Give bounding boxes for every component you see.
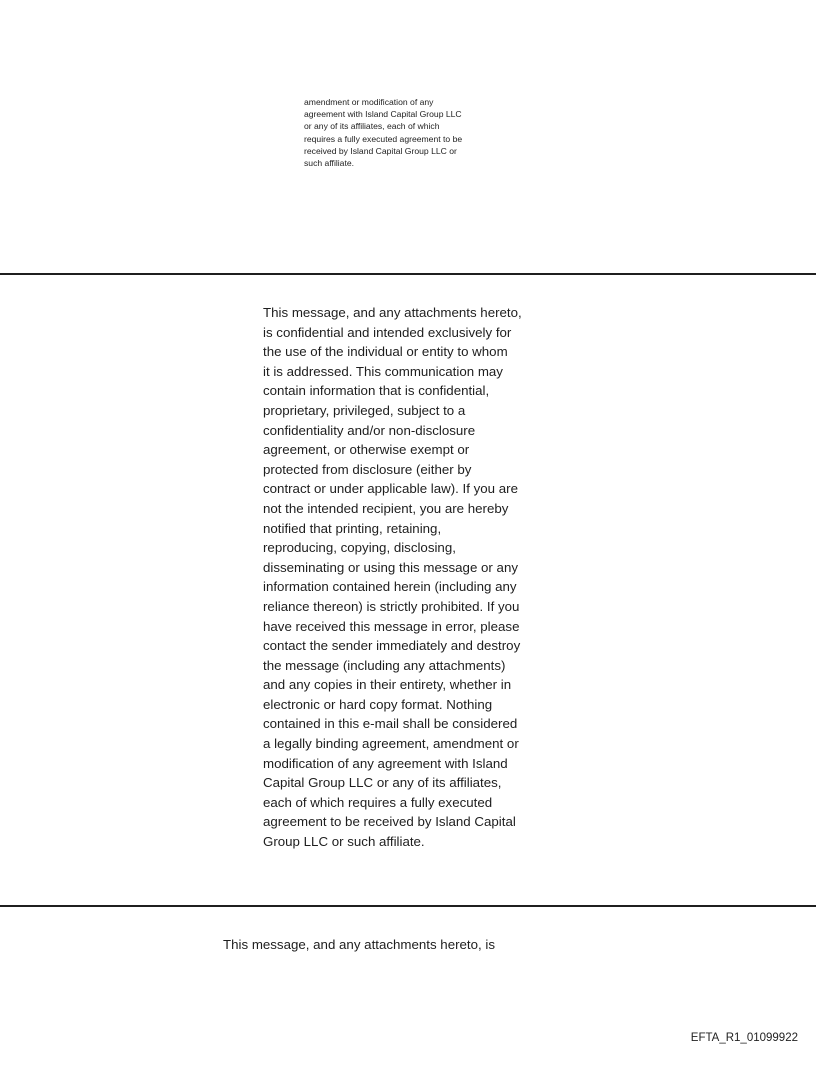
disclaimer-line: and any copies in their entirety, whether in [263, 677, 512, 693]
excerpt-line: received by Island Capital Group LLC or [304, 145, 457, 156]
truncated-disclaimer-line: This message, and any attachments hereto, is [223, 937, 495, 952]
document-id-label: EFTA_R1_01099922 [690, 1032, 798, 1044]
disclaimer-line: agreement, or otherwise exempt or [263, 442, 470, 458]
excerpt-line: requires a fully executed agreement to be [304, 133, 463, 144]
disclaimer-line: electronic or hard copy format. Nothing [263, 696, 493, 712]
excerpt-line: amendment or modification of any [304, 97, 434, 107]
disclaimer-line: agreement to be received by Island Capital [263, 814, 516, 830]
disclaimer-line: disseminating or using this message or any [263, 559, 518, 575]
excerpt-line: such affiliate. [304, 158, 355, 169]
disclaimer-line: Capital Group LLC or any of its affiliates, [263, 775, 502, 791]
horizontal-divider [0, 273, 816, 275]
confidentiality-disclaimer [263, 303, 522, 852]
disclaimer-line: modification of any agreement with Island [263, 755, 508, 771]
disclaimer-line: This message, and any attachments hereto, [263, 305, 522, 320]
disclaimer-line: have received this message in error, please [263, 618, 520, 634]
disclaimer-line: reliance thereon) is strictly prohibited. If you [263, 598, 520, 614]
disclaimer-line: information contained herein (including any [263, 579, 517, 595]
disclaimer-line: is confidential and intended exclusively for [263, 324, 512, 340]
disclaimer-line: Group LLC or such affiliate. [263, 834, 425, 850]
disclaimer-line: a legally binding agreement, amendment or [263, 736, 519, 752]
disclaimer-line: the message (including any attachments) [263, 657, 506, 673]
disclaimer-line: protected from disclosure (either by [263, 461, 472, 477]
disclaimer-line: contain information that is confidential, [263, 383, 490, 399]
disclaimer-line: notified that printing, retaining, [263, 520, 442, 536]
excerpt-line: or any of its affiliates, each of which [304, 121, 440, 132]
top-disclaimer-excerpt [304, 96, 462, 169]
disclaimer-line: the use of the individual or entity to whom [263, 344, 508, 360]
disclaimer-line: not the intended recipient, you are hereby [263, 500, 509, 516]
disclaimer-line: it is addressed. This communication may [263, 363, 503, 379]
disclaimer-line: each of which requires a fully executed [263, 794, 493, 810]
disclaimer-line: proprietary, privileged, subject to a [263, 402, 466, 418]
disclaimer-line: contract or under applicable law). If you are [263, 481, 518, 497]
disclaimer-line: contact the sender immediately and destroy [263, 638, 521, 654]
disclaimer-line: reproducing, copying, disclosing, [263, 540, 456, 556]
disclaimer-line: confidentiality and/or non-disclosure [263, 422, 476, 438]
horizontal-divider [0, 905, 816, 907]
excerpt-line: agreement with Island Capital Group LLC [304, 109, 462, 120]
disclaimer-line: contained in this e-mail shall be considered [263, 716, 518, 732]
